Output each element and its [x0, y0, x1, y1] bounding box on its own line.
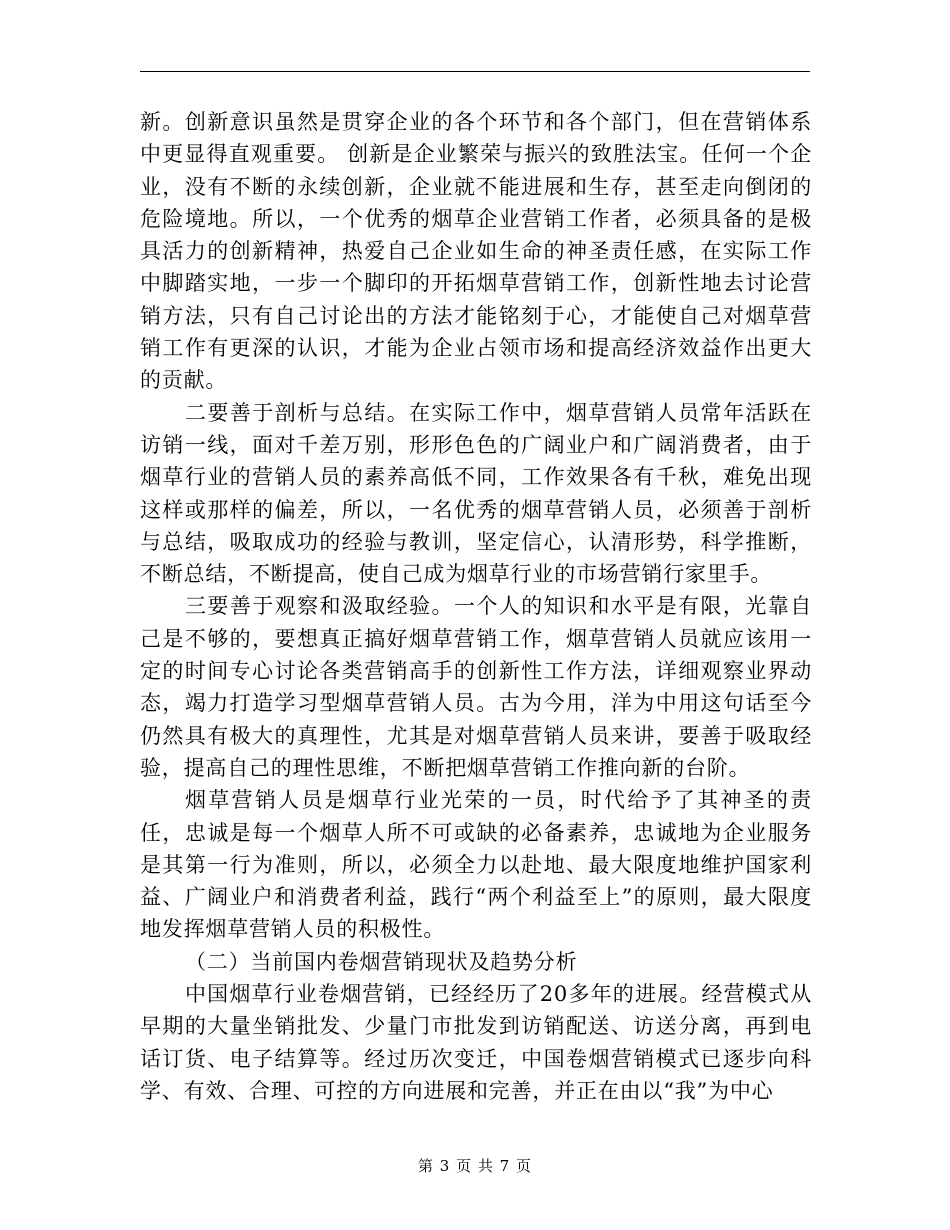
document-body: [140, 106, 812, 1107]
paragraph-3: 三要善于观察和汲取经验。一个人的知识和水平是有限，光靠自己是不够的，要想真正搞好烟草营销工作，烟草营销人员就应该用一定的时间专心讨论各类营销高手的创新性工作方法，详细观察业界动态，竭力打造学习型烟草营销人员。古为今用，洋为中用这句话至今仍然具有极大的真理性，尤其是对烟草营销人员来讲，要善于吸取经验，提高自己的理性思维，不断把烟草营销工作推向新的台阶。: [140, 594, 812, 780]
paragraph-2: 二要善于剖析与总结。在实际工作中，烟草营销人员常年活跃在访销一线，面对千差万别，形形色色的广阔业户和广阔消费者，由于烟草行业的营销人员的素养高低不同，工作效果各有千秋，难免出现这样或那样的偏差，所以，一名优秀的烟草营销人员，必须善于剖析与总结，吸取成功的经验与教训，坚定信心，认清形势，科学推断，不断总结，不断提高，使自己成为烟草行业的市场营销行家里手。: [140, 400, 812, 587]
page-number: 第 3 页 共 7 页: [418, 1157, 532, 1175]
header-rule: [140, 71, 810, 72]
paragraph-1: 新。创新意识虽然是贯穿企业的各个环节和各个部门，但在营销体系中更显得直观重要。 创新是企业繁荣与振兴的致胜法宝。任何一个企业，没有不断的永续创新，企业就不能进展和生存，甚至走向倒闭的危险境地。所以，一个优秀的烟草企业营销工作者，必须具备的是极具活力的创新精神，热爱自己企业如生命的神圣责任感，在实际工作中脚踏实地，一步一个脚印的开拓烟草营销工作，创新性地去讨论营销方法，只有自己讨论出的方法才能铭刻于心，才能使自己对烟草营销工作有更深的认识，才能为企业占领市场和提高经济效益作出更大的贡献。: [140, 110, 812, 393]
paragraph-5: 中国烟草行业卷烟营销，已经经历了20多年的进展。经营模式从早期的大量坐销批发、少量门市批发到访销配送、访送分离，再到电话订货、电子结算等。经过历次变迁，中国卷烟营销模式已逐步向科学、有效、合理、可控的方向进展和完善，并正在由以“我”为中心: [140, 982, 812, 1103]
paragraph-4: 烟草营销人员是烟草行业光荣的一员，时代给予了其神圣的责任，忠诚是每一个烟草人所不可或缺的必备素养，忠诚地为企业服务是其第一行为准则，所以，必须全力以赴地、最大限度地维护国家利益、广阔业户和消费者利益，践行“两个利益至上”的原则，最大限度地发挥烟草营销人员的积极性。: [140, 788, 812, 942]
section-heading: （二）当前国内卷烟营销现状及趋势分析: [185, 949, 578, 974]
